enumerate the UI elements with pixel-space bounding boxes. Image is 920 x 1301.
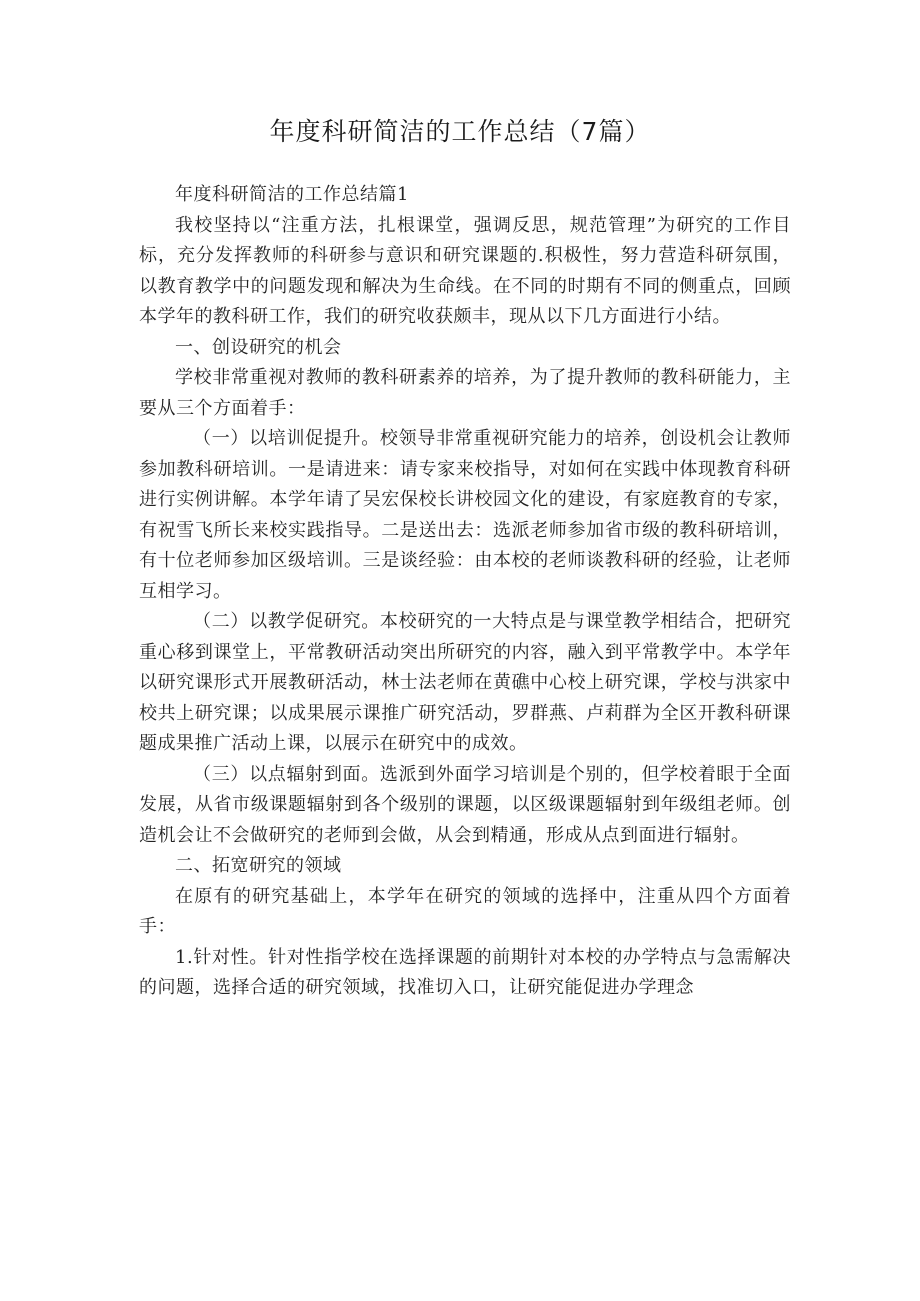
paragraph: 我校坚持以“注重方法，扎根课堂，强调反思，规范管理”为研究的工作目标，充分发挥教师的科研参与意识和研究课题的.积极性，努力营造科研氛围，以教育教学中的问题发现和解决为生命线。在不同的时期有不同的侧重点，回顾本学年的教科研工作，我们的研究收获颇丰，现从以下几方面进行小结。 bbox=[139, 214, 791, 327]
paragraph: 在原有的研究基础上，本学年在研究的领域的选择中，注重从四个方面着手： bbox=[139, 885, 791, 937]
paragraph: （一）以培训促提升。校领导非常重视研究能力的培养，创设机会让教师参加教科研培训。一是请进来：请专家来校指导，对如何在实践中体现教育科研进行实例讲解。本学年请了吴宏保校长讲校园文化的建设，有家庭教育的专家，有祝雪飞所长来校实践指导。二是送出去：选派老师参加省市级的教科研培训，有十位老师参加区级培训。三是谈经验：由本校的老师谈教科研的经验，让老师互相学习。 bbox=[139, 428, 791, 602]
paragraph: （三）以点辐射到面。选派到外面学习培训是个别的，但学校着眼于全面发展，从省市级课题辐射到各个级别的课题，以区级课题辐射到年级组老师。创造机会让不会做研究的老师到会做，从会到精通，形成从点到面进行辐射。 bbox=[139, 763, 791, 846]
section-heading: 年度科研简洁的工作总结篇1 bbox=[175, 184, 409, 205]
document-body bbox=[139, 180, 791, 1004]
document-title: 年度科研简洁的工作总结（7篇） bbox=[269, 117, 651, 146]
paragraph: 1.针对性。针对性指学校在选择课题的前期针对本校的办学特点与急需解决的问题，选择合适的研究领域，找准切入口，让研究能促进办学理念 bbox=[139, 946, 791, 998]
subheading: 二、拓宽研究的领域 bbox=[175, 855, 342, 876]
paragraph: 学校非常重视对教师的教科研素养的培养，为了提升教师的教科研能力，主要从三个方面着手： bbox=[139, 367, 791, 419]
paragraph: （二）以教学促研究。本校研究的一大特点是与课堂教学相结合，把研究重心移到课堂上，平常教研活动突出所研究的内容，融入到平常教学中。本学年以研究课形式开展教研活动，林士法老师在黄礁中心校上研究课，学校与洪家中校共上研究课；以成果展示课推广研究活动，罗群燕、卢莉群为全区开教科研课题成果推广活动上课，以展示在研究中的成效。 bbox=[139, 611, 791, 754]
subheading: 一、创设研究的机会 bbox=[175, 336, 342, 358]
